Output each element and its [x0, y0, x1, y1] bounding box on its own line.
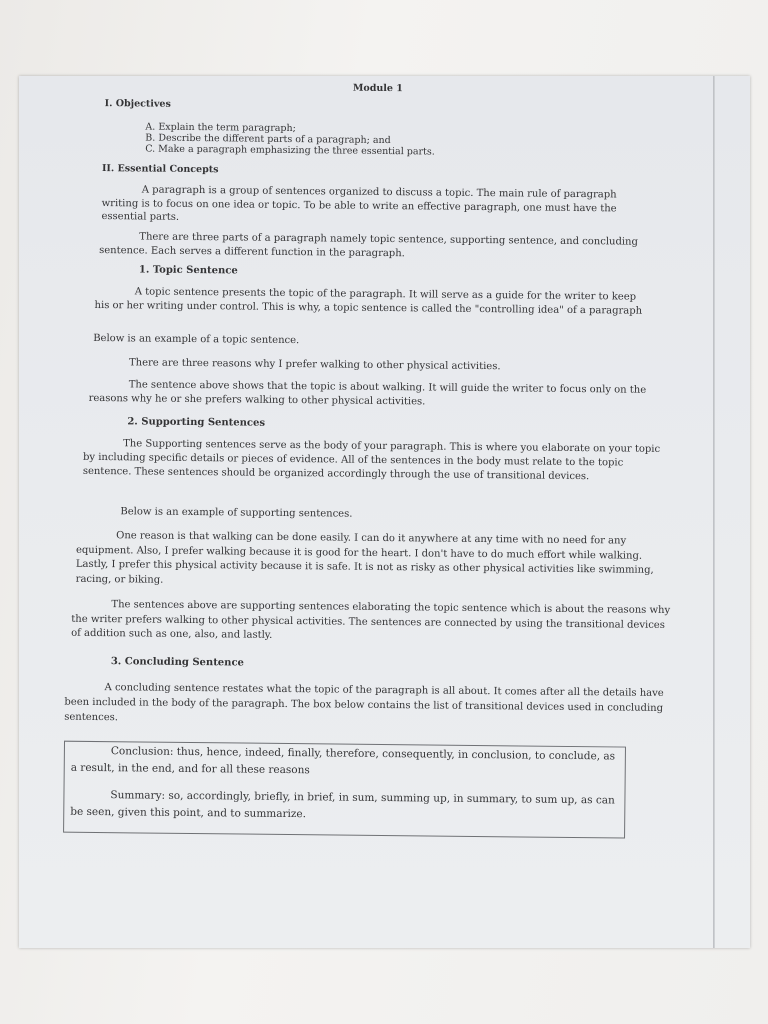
topic-example-intro: Below is an example of a topic sentence. [93, 332, 300, 347]
conclusion-devices [71, 743, 621, 783]
module-title: Module 1 [352, 82, 403, 95]
objectives-list [145, 121, 435, 157]
objective-item: B. Describe the different parts of a paragraph; and [145, 132, 391, 147]
topic-example: There are three reasons why I prefer walking to other physical activities. [128, 357, 501, 373]
objectives-heading: I. Objectives [104, 98, 171, 110]
concluding-body-text: A concluding sentence restates what the topic of the paragraph is all about. It comes after all the details have been included in the body of the paragraph. The box below contains the list of transitional devices used in concluding sentences. [64, 682, 664, 724]
essential-concepts-heading: II. Essential Concepts [101, 163, 219, 176]
supporting-example [76, 529, 673, 593]
topic-sentence-body [95, 285, 651, 318]
paragraph-parts-intro [99, 230, 649, 263]
topic-explanation-text: The sentence above shows that the topic is about walking. It will guide the writer to focus only on the reasons why he or she prefers walking to other physical activities. [88, 379, 647, 407]
supporting-explanation-text: The sentences above are supporting sentences elaborating the topic sentence which is about the reasons why the writer prefers walking to other physical activities. The sentences are connected by using the transitional devices of addition such as one, also, and lastly. [71, 599, 671, 641]
paragraph-parts-text: There are three parts of a paragraph namely topic sentence, supporting sentence, and concluding sentence. Each serves a different function in the paragraph. [99, 231, 638, 259]
page-content [10, 72, 750, 952]
topic-explanation [89, 378, 652, 411]
supporting-sentences-heading: 2. Supporting Sentences [127, 416, 266, 429]
concluding-sentence-heading: 3. Concluding Sentence [110, 656, 244, 669]
supporting-example-intro: Below is an example of supporting sentences. [120, 506, 353, 520]
supporting-explanation [71, 598, 671, 648]
supporting-body [83, 437, 671, 485]
paragraph-definition-text: A paragraph is a group of sentences organized to discuss a topic. The main rule of paragraph writing is to focus on one idea or topic. To be able to write an effective paragraph, one must have the essential parts. [101, 184, 617, 223]
topic-sentence-body-text: A topic sentence presents the topic of the paragraph. It will serve as a guide for the writer to keep his or her writing under control. This is why, a topic sentence is called the "controlling idea" of a paragraph [94, 286, 643, 317]
topic-sentence-heading: 1. Topic Sentence [138, 264, 238, 277]
objective-item: A. Explain the term paragraph; [145, 121, 296, 135]
paper-sheet [19, 76, 750, 948]
transitional-devices-box [63, 741, 626, 839]
concluding-body [64, 680, 670, 731]
supporting-example-text: One reason is that walking can be done easily. I can do it anywhere at any time with no need for any equipment. Also, I prefer walking because it is good for the heart. I don't have to do much effort while walking. Lastly, I prefer this physical activity because it is safe. It is not as risky as other physical activities like swimming, racing, or biking. [75, 530, 654, 586]
supporting-body-text: The Supporting sentences serve as the body of your paragraph. This is where you elaborate on your topic by including specific details or pieces of evidence. All of the sentences in the body must relate to the topic sentence. These sentences should be organized accordingly through the use of transitional devices. [82, 438, 661, 483]
paragraph-definition [101, 183, 621, 229]
summary-devices-text: Summary: so, accordingly, briefly, in brief, in sum, summing up, in summary, to sum up, as can be seen, given this point, and to summarize. [70, 789, 615, 821]
conclusion-devices-text: Conclusion: thus, hence, indeed, finally, therefore, consequently, in conclusion, to conclude, as a result, in the end, and for all these reasons [70, 745, 616, 777]
summary-devices [70, 787, 620, 827]
objective-item: C. Make a paragraph emphasizing the three essential parts. [145, 143, 435, 158]
